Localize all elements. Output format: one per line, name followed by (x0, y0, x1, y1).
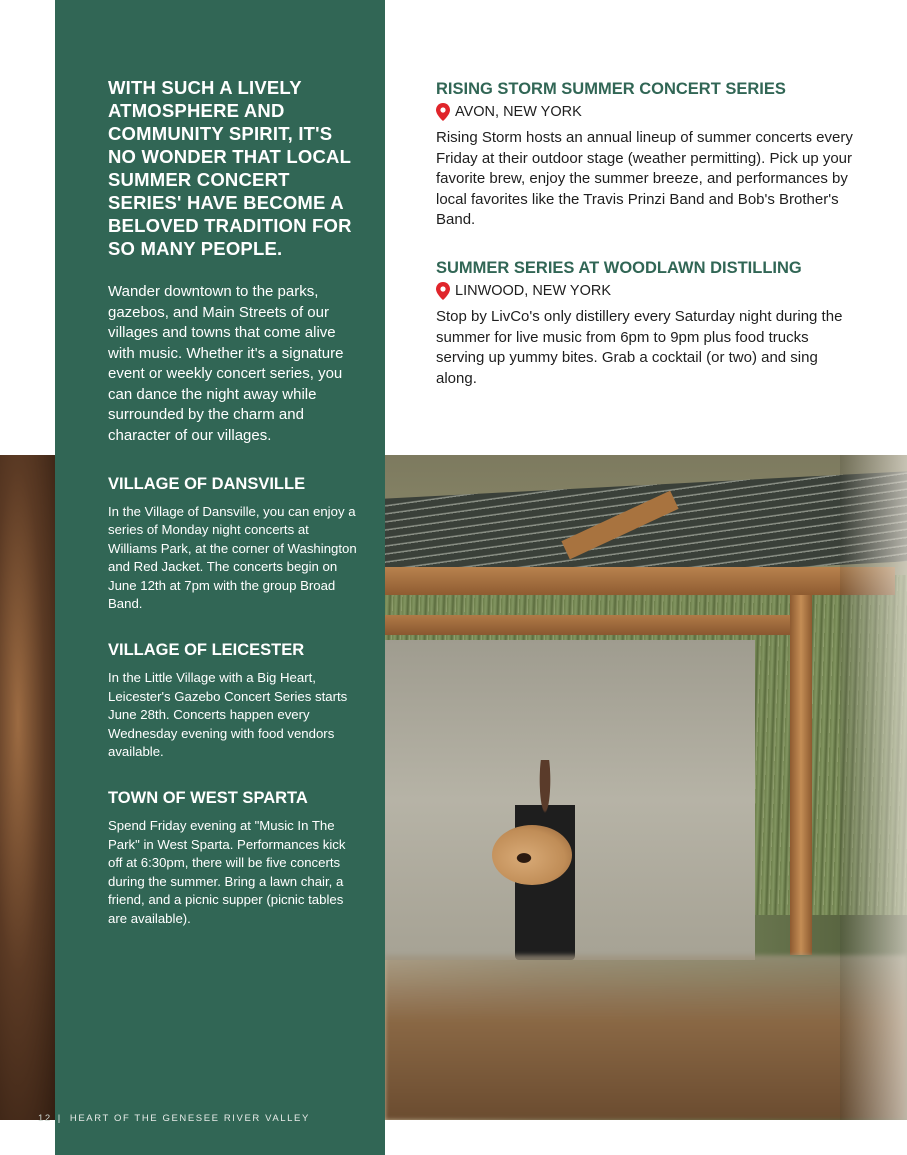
event-location (436, 102, 856, 122)
event-title: RISING STORM SUMMER CONCERT SERIES (436, 80, 786, 98)
event-body: Stop by LivCo's only distillery every Saturday night during the summer for live music from 6pm to 9pm plus food trucks serving up yummy bites. Grab a cocktail (or two) and sing along. (436, 307, 843, 387)
village-section-leicester (108, 640, 359, 761)
intro-heading: WITH SUCH A LIVELY ATMOSPHERE AND COMMUNITY SPIRIT, IT'S NO WONDER THAT LOCAL SUMMER CONCERT SERIES' HAVE BECOME A BELOVED TRADITION FOR SO MANY PEOPLE. (108, 77, 352, 259)
footer-separator: | (57, 1113, 62, 1124)
village-body: Spend Friday evening at "Music In The Park" in West Sparta. Performances kick off at 6:30pm, there will be five concerts during the summer. Bring a lawn chair, a friend, and a picnic supper (picnic tables are available). (108, 818, 346, 926)
map-pin-icon (436, 282, 450, 300)
guitar (492, 825, 572, 885)
foreground-table (385, 955, 907, 1120)
intro-body: Wander downtown to the parks, gazebos, and Main Streets of our villages and towns that come alive with music. Whether it's a signature event or weekly concert series, you can dance the night away while surrounded by the charm and character of our villages. (108, 283, 344, 444)
page-number: 12 (38, 1113, 52, 1124)
event-location-text: AVON, NEW YORK (455, 104, 582, 120)
pavilion-post (790, 595, 812, 955)
event-location (436, 281, 856, 301)
event-rising-storm (436, 78, 856, 231)
event-woodlawn (436, 257, 856, 389)
village-section-west-sparta (108, 788, 359, 927)
event-title: SUMMER SERIES AT WOODLAWN DISTILLING (436, 258, 802, 277)
green-panel (55, 0, 385, 1155)
village-body: In the Little Village with a Big Heart, Leicester's Gazebo Concert Series starts June 28th. Concerts happen every Wednesday evening with food vendors available. (108, 670, 348, 760)
village-title: VILLAGE OF DANSVILLE (108, 475, 306, 493)
photo-right-blur (840, 455, 907, 1120)
event-body: Rising Storm hosts an annual lineup of summer concerts every Friday at their outdoor stage (weather permitting). Pick up your favorite brew, enjoy the summer breeze, and performances by local favorites like the Travis Prinzi Band and Bob's Brother's Band. (436, 129, 853, 229)
publication-name: HEART OF THE GENESEE RIVER VALLEY (69, 1113, 310, 1124)
map-pin-icon (436, 103, 450, 121)
village-body: In the Village of Dansville, you can enjoy a series of Monday night concerts at Williams Park, at the corner of Washington and Red Jacket. The concerts begin on June 12th at 7pm with the group Broad Band. (108, 504, 357, 612)
events-column (436, 78, 856, 415)
pavilion-beam-lower (385, 615, 805, 635)
village-section-dansville (108, 474, 359, 613)
village-title: VILLAGE OF LEICESTER (108, 641, 305, 660)
pavilion-beam (385, 567, 895, 595)
photo-left-blur (0, 455, 60, 1120)
event-location-text: LINWOOD, NEW YORK (455, 282, 612, 299)
village-title: TOWN OF WEST SPARTA (108, 789, 308, 808)
page-footer (38, 1113, 310, 1124)
